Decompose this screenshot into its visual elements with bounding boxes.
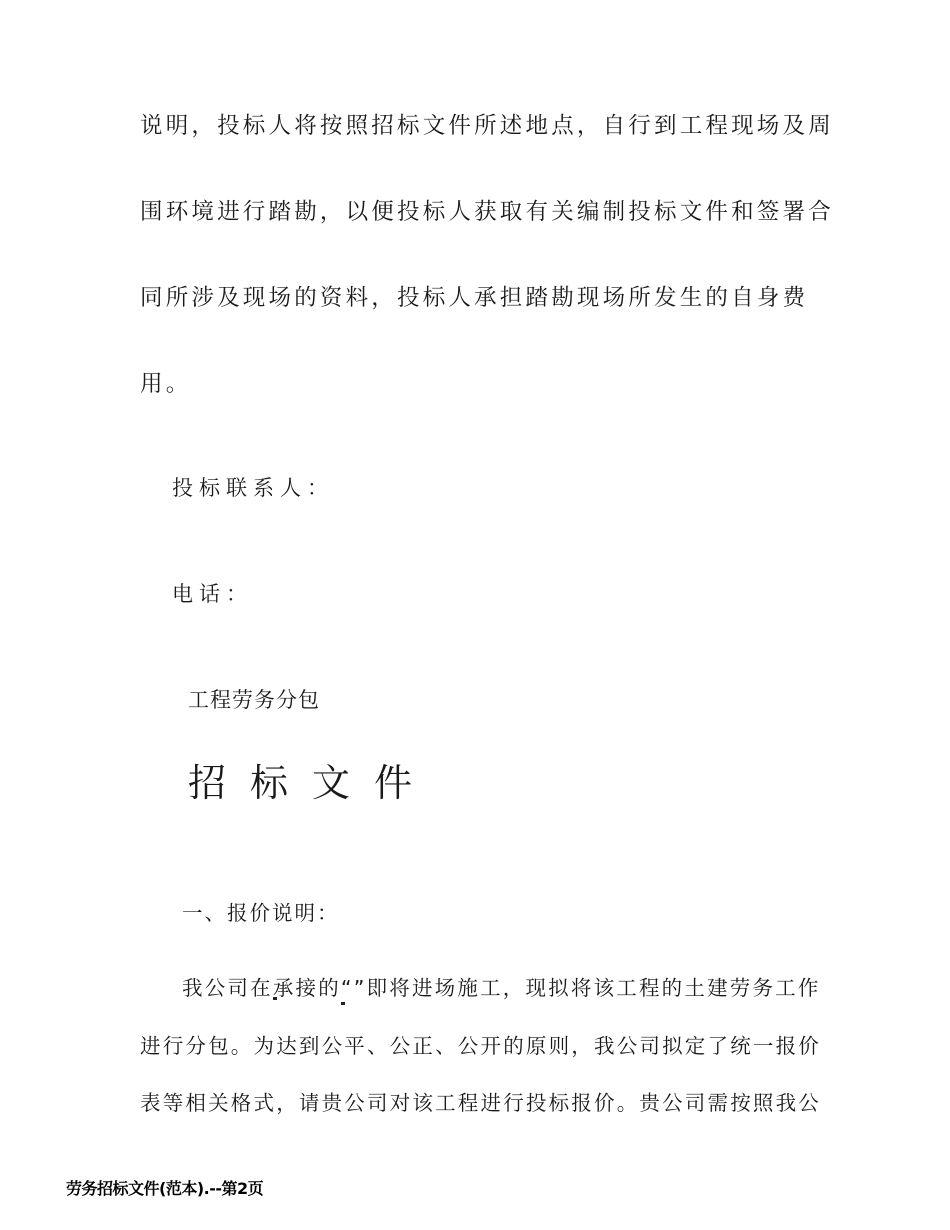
text-fragment: 我公司在 (182, 976, 273, 1000)
section-heading: 一、报价说明： (182, 901, 340, 925)
page-footer: 劳务招标文件(范本).--第2页 (66, 1179, 264, 1198)
document-title: 招标文件 (188, 761, 437, 805)
paragraph-line: 同所涉及现场的资料，投标人承担踏勘现场所发生的自身费 (140, 285, 809, 311)
contact-person-label: 投标联系人： (172, 476, 334, 500)
paragraph-line: 用。 (140, 371, 192, 397)
section-paragraph-line: 进行分包。为达到公平、公正、公开的原则，我公司拟定了统一报价 (140, 1034, 821, 1058)
section-paragraph-line (182, 971, 821, 1001)
paragraph-line: 说明，投标人将按照招标文件所述地点，自行到工程现场及周 (140, 113, 834, 139)
paragraph-line: 围环境进行踏勘，以便投标人获取有关编制投标文件和签署合 (140, 199, 834, 225)
text-fragment: 即将进场施工，现拟将该工程的土建劳务工作 (366, 976, 821, 1000)
quote-marks: “” (340, 976, 367, 1000)
section-paragraph-line: 表等相关格式，请贵公司对该工程进行投标报价。贵公司需按照我公 (140, 1091, 821, 1115)
text-fragment: 承接的 (272, 976, 341, 1000)
document-subtitle: 工程劳务分包 (188, 688, 320, 712)
phone-label: 电话： (172, 582, 253, 606)
